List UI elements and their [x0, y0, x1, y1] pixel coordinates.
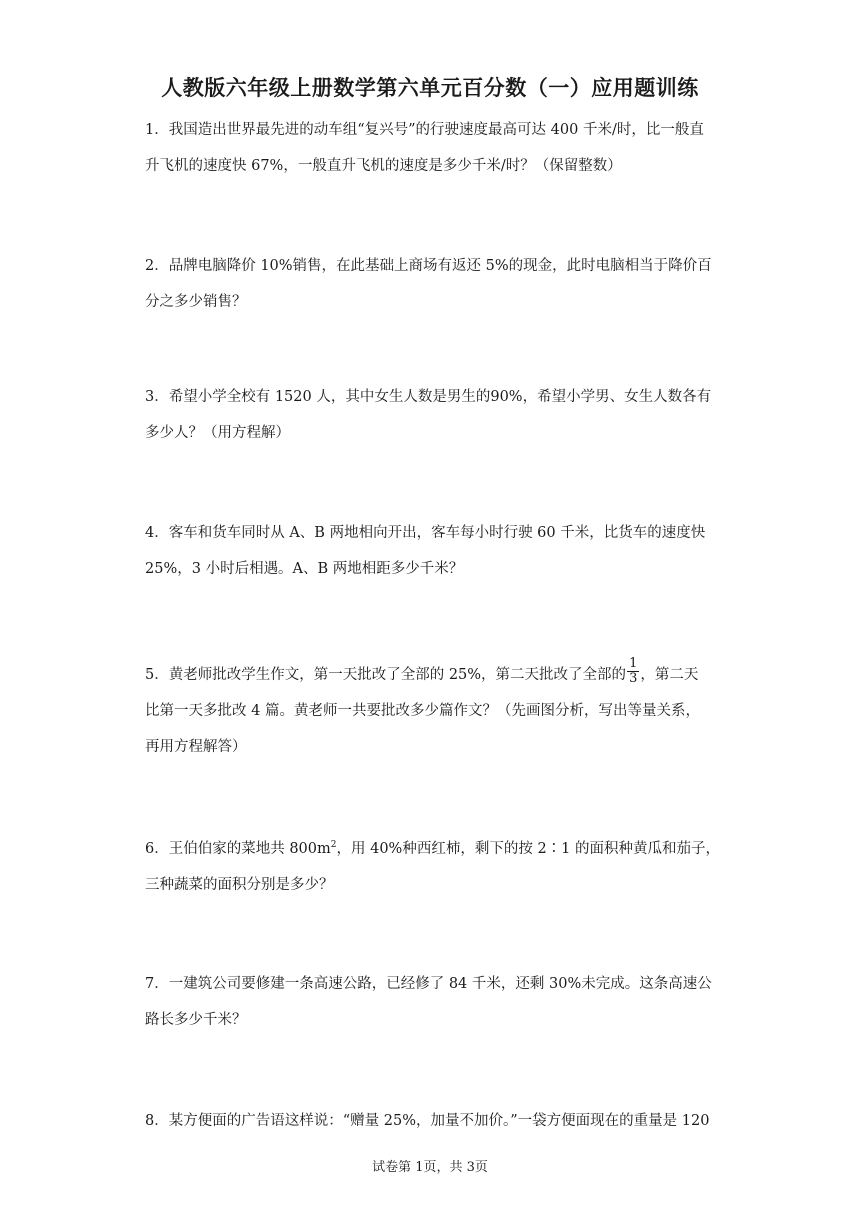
problem-line: 7．一建筑公司要修建一条高速公路，已经修了 84 千米，还剩 30%未完成。这条高速公	[145, 976, 712, 992]
problem-3	[145, 379, 717, 451]
problem-line: 25%，3 小时后相遇。A、B 两地相距多少千米？	[145, 561, 464, 577]
page-footer: 试卷第 1页，共 3页	[372, 1160, 488, 1175]
problem-1	[145, 112, 717, 184]
problem-line: 再用方程解答）	[145, 739, 247, 755]
problem-text: 6．王伯伯家的菜地共 800m	[145, 841, 331, 857]
problem-4	[145, 515, 717, 587]
problem-line: 4．客车和货车同时从 A、B 两地相向开出，客车每小时行驶 60 千米，比货车的速度快	[145, 525, 706, 541]
problem-line-with-fraction	[145, 657, 717, 693]
problem-line: 2．品牌电脑降价 10%销售，在此基础上商场有返还 5%的现金，此时电脑相当于降价百	[145, 258, 712, 274]
problem-5	[145, 657, 717, 765]
problem-7	[145, 966, 717, 1038]
problem-line: 8．某方便面的广告语这样说：“赠量 25%，加量不加价。”一袋方便面现在的重量是 120	[145, 1113, 710, 1129]
fraction-numerator: 1	[629, 655, 638, 671]
problem-line: 路长多少千米？	[145, 1012, 247, 1028]
page-title: 人教版六年级上册数学第六单元百分数（一）应用题训练	[161, 75, 699, 100]
problem-text: 5．黄老师批改学生作文，第一天批改了全部的 25%，第二天批改了全部的	[145, 667, 627, 683]
problem-line: 多少人？（用方程解）	[145, 425, 290, 441]
problem-line: 三种蔬菜的面积分别是多少？	[145, 877, 334, 893]
problem-line: 3．希望小学全校有 1520 人，其中女生人数是男生的90%，希望小学男、女生人数各有	[145, 389, 712, 405]
problem-line: 分之多少销售？	[145, 294, 247, 310]
problem-line: 升飞机的速度快 67%，一般直升飞机的速度是多少千米/时？（保留整数）	[145, 158, 622, 174]
problem-line: 比第一天多批改 4 篇。黄老师一共要批改多少篇作文？（先画图分析，写出等量关系，	[145, 703, 700, 719]
problem-line-with-superscript	[145, 831, 721, 867]
problem-text: ，用 40%种西红柿，剩下的按 2∶1 的面积种黄瓜和茄子，	[336, 841, 721, 857]
problem-text: ，第二天	[640, 667, 699, 683]
square-meter-superscript: 2	[330, 840, 337, 851]
problem-6	[145, 831, 721, 903]
problem-8	[145, 1103, 717, 1139]
fraction-denominator: 3	[629, 670, 638, 686]
fraction-one-third	[627, 657, 639, 686]
problem-2	[145, 248, 717, 320]
problem-line: 1．我国造出世界最先进的动车组“复兴号”的行驶速度最高可达 400 千米/时，比一般直	[145, 122, 704, 138]
